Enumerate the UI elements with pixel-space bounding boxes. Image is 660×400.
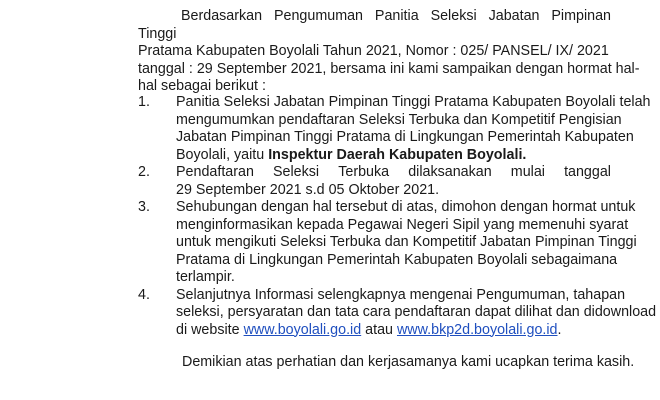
intro-line-text: Pratama Kabupaten Boyolali Tahun 2021, Nomor : 025/ PANSEL/ IX/ 2021 [138, 43, 609, 59]
text-line: menginformasikan kepada Pegawai Negeri Sipil yang memenuhi syarat [176, 216, 629, 233]
list-number: 4. [138, 286, 150, 303]
text-line [176, 322, 611, 340]
intro-line-text: Berdasarkan Pengumuman Panitia Seleksi Jabatan Pimpinan Tinggi [138, 8, 611, 42]
intro-line [138, 78, 611, 96]
bold-position-name: Inspektur Daerah Kabupaten Boyolali. [268, 146, 527, 163]
text-line: Selanjutnya Informasi selengkapnya mengenai Pengumuman, tahapan [176, 286, 626, 303]
boyolali-website-link[interactable]: www.boyolali.go.id [243, 321, 362, 338]
text-fragment: . [557, 321, 562, 338]
intro-line [138, 8, 611, 43]
list-item [138, 94, 651, 164]
word: Pendaftaran [176, 164, 254, 180]
numbered-list [138, 94, 657, 339]
word: Seleksi [273, 164, 320, 180]
intro-line [138, 60, 640, 79]
text-line: terlampir. [176, 269, 235, 285]
intro-line [138, 43, 611, 61]
word: tanggal [564, 164, 611, 180]
text-line: Pratama di Lingkungan Pemerintah Kabupaten Boyolali sebagaimana [176, 251, 618, 268]
text-line: Sehubungan dengan hal tersebut di atas, dimohon dengan hormat untuk [176, 199, 636, 215]
intro-paragraph [138, 8, 640, 96]
list-number: 1. [138, 94, 150, 110]
text-line: untuk mengikuti Seleksi Terbuka dan Kompetitif Jabatan Pimpinan Tinggi [176, 234, 637, 250]
list-number: 2. [138, 164, 150, 180]
intro-line-text: hal sebagai berikut : [138, 78, 266, 94]
word: dilaksanakan [408, 164, 492, 180]
text-line [176, 164, 611, 182]
text-fragment: Boyolali, yaitu [176, 146, 269, 163]
closing-sentence: Demikian atas perhatian dan kerjasamanya kami ucapkan terima kasih. [182, 354, 635, 370]
list-item-text [176, 286, 657, 340]
text-line: seleksi, persyaratan dan tata cara pendaftaran dapat dilihat dan didownload [176, 304, 657, 320]
intro-line-text: tanggal : 29 September 2021, bersama ini kami sampaikan dengan hormat hal- [138, 60, 640, 77]
list-item [138, 199, 637, 287]
text-fragment: di website [176, 321, 244, 338]
text-line: Panitia Seleksi Jabatan Pimpinan Tinggi Pratama Kabupaten Boyolali telah [176, 94, 651, 110]
list-item [138, 286, 657, 340]
word: Terbuka [338, 164, 390, 180]
list-item-text [176, 94, 651, 164]
list-item-text [176, 164, 611, 199]
list-number: 3. [138, 199, 150, 215]
text-fragment: atau [361, 321, 397, 338]
bkp2d-website-link[interactable]: www.bkp2d.boyolali.go.id [396, 321, 558, 338]
text-line: Jabatan Pimpinan Tinggi Pratama di Lingkungan Pemerintah Kabupaten [176, 129, 634, 145]
text-line: 29 September 2021 s.d 05 Oktober 2021. [176, 181, 440, 198]
text-line: mengumumkan pendaftaran Seleksi Terbuka dan Kompetitif Pengisian [176, 111, 622, 128]
list-item [138, 164, 611, 199]
text-line [176, 147, 611, 165]
word: mulai [510, 164, 545, 180]
list-item-text [176, 199, 637, 287]
